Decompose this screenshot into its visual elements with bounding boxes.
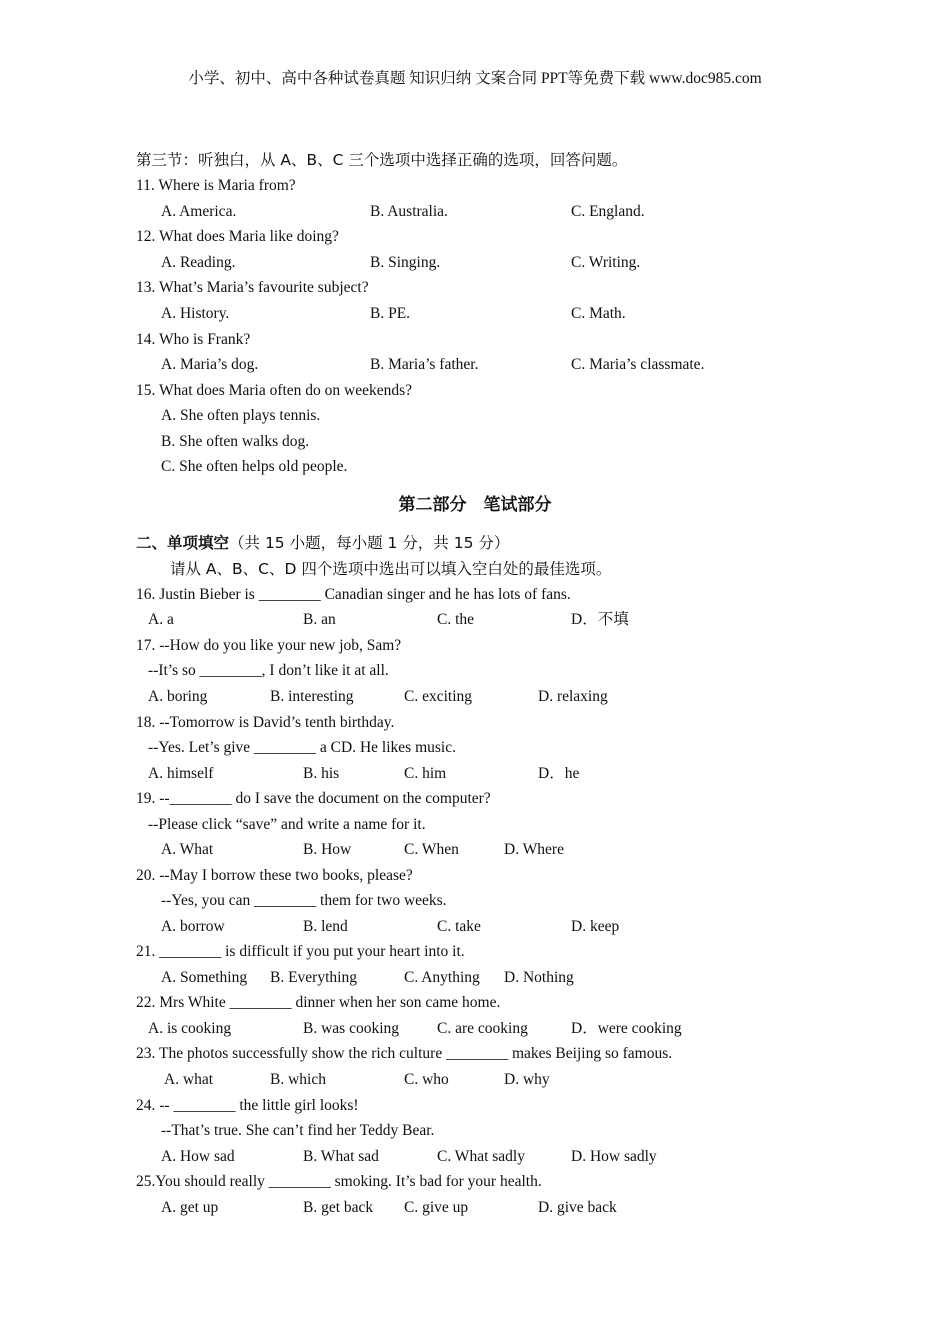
question-12: 12. What does Maria like doing? <box>136 228 339 245</box>
option-22b: B. was cooking <box>303 1020 400 1037</box>
option-20b: B. lend <box>303 918 348 935</box>
option-18b: B. his <box>303 765 340 782</box>
question-25: 25.You should really ________ smoking. It’s bad for your health. <box>136 1173 542 1190</box>
option-17c: C. exciting <box>404 688 473 705</box>
question-24: 24. -- ________ the little girl looks! <box>136 1097 359 1114</box>
option-11c: C. England. <box>571 203 645 220</box>
question-23: 23. The photos successfully show the rich culture ________ makes Beijing so famous. <box>136 1045 673 1062</box>
option-11b: B. Australia. <box>370 203 448 220</box>
option-25a: A. get up <box>161 1199 219 1216</box>
section2-title: 二、单项填空 <box>136 534 230 552</box>
option-19b: B. How <box>303 841 352 858</box>
option-25b: B. get back <box>303 1199 374 1216</box>
section2-note: （共 15 小题，每小题 1 分，共 15 分） <box>229 534 510 552</box>
option-17d: D. relaxing <box>538 688 608 705</box>
option-19c: C. When <box>404 841 459 858</box>
question-17-reply: --It’s so ________, I don’t like it at all. <box>148 662 389 679</box>
question-18-reply: --Yes. Let’s give ________ a CD. He likes music. <box>148 739 456 756</box>
option-20c: C. take <box>437 918 481 935</box>
option-14a: A. Maria’s dog. <box>161 356 259 373</box>
question-16: 16. Justin Bieber is ________ Canadian singer and he has lots of fans. <box>136 586 571 603</box>
option-21a: A. Something <box>161 969 248 986</box>
option-18d: D．he <box>538 765 580 782</box>
option-11a: A. America. <box>161 203 237 220</box>
option-16c: C. the <box>437 611 475 628</box>
option-13b: B. PE. <box>370 305 411 322</box>
question-14: 14. Who is Frank? <box>136 331 251 348</box>
option-12a: A. Reading. <box>161 254 236 271</box>
option-13a: A. History. <box>161 305 230 322</box>
option-23a: A. what <box>164 1071 214 1088</box>
question-19: 19. --________ do I save the document on the computer? <box>136 790 491 807</box>
option-24d: D. How sadly <box>571 1148 657 1165</box>
option-16b: B. an <box>303 611 336 628</box>
option-18c: C. him <box>404 765 447 782</box>
option-21d: D. Nothing <box>504 969 574 986</box>
option-15a: A. She often plays tennis. <box>161 407 321 424</box>
question-17: 17. --How do you like your new job, Sam? <box>136 637 402 654</box>
part2-title: 第二部分 笔试部分 <box>398 495 552 515</box>
option-12b: B. Singing. <box>370 254 441 271</box>
question-21: 21. ________ is difficult if you put your heart into it. <box>136 943 465 960</box>
option-15b: B. She often walks dog. <box>161 433 310 450</box>
option-15c: C. She often helps old people. <box>161 458 348 475</box>
option-13c: C. Math. <box>571 305 626 322</box>
section2-instruction: 请从 A、B、C、D 四个选项中选出可以填入空白处的最佳选项。 <box>170 560 612 578</box>
option-19a: A. What <box>161 841 214 858</box>
question-18: 18. --Tomorrow is David’s tenth birthday. <box>136 714 395 731</box>
option-25c: C. give up <box>404 1199 469 1216</box>
option-20a: A. borrow <box>161 918 225 935</box>
option-21b: B. Everything <box>270 969 357 986</box>
option-20d: D. keep <box>571 918 620 935</box>
option-21c: C. Anything <box>404 969 480 986</box>
section3-title: 第三节：听独白，从 A、B、C 三个选项中选择正确的选项，回答问题。 <box>136 151 628 169</box>
page-header: 小学、初中、高中各种试卷真题 知识归纳 文案合同 PPT等免费下载 www.doc985.com <box>188 70 762 87</box>
question-13: 13. What’s Maria’s favourite subject? <box>136 279 369 296</box>
question-11: 11. Where is Maria from? <box>136 177 296 194</box>
option-24b: B. What sad <box>303 1148 379 1165</box>
option-24c: C. What sadly <box>437 1148 525 1165</box>
question-20: 20. --May I borrow these two books, please? <box>136 867 413 884</box>
option-18a: A. himself <box>148 765 214 782</box>
option-14c: C. Maria’s classmate. <box>571 356 705 373</box>
question-15: 15. What does Maria often do on weekends? <box>136 382 413 399</box>
question-24-reply: --That’s true. She can’t find her Teddy Bear. <box>161 1122 435 1139</box>
option-17a: A. boring <box>148 688 208 705</box>
option-22a: A. is cooking <box>148 1020 232 1037</box>
option-24a: A. How sad <box>161 1148 235 1165</box>
question-20-reply: --Yes, you can ________ them for two weeks. <box>161 892 447 909</box>
question-19-reply: --Please click “save” and write a name for it. <box>148 816 426 833</box>
option-23d: D. why <box>504 1071 550 1088</box>
option-17b: B. interesting <box>270 688 354 705</box>
question-22: 22. Mrs White ________ dinner when her son came home. <box>136 994 501 1011</box>
option-25d: D. give back <box>538 1199 617 1216</box>
option-23b: B. which <box>270 1071 326 1088</box>
option-22d: D．were cooking <box>571 1020 682 1037</box>
option-14b: B. Maria’s father. <box>370 356 479 373</box>
option-12c: C. Writing. <box>571 254 641 271</box>
section2-heading <box>136 533 509 554</box>
option-22c: C. are cooking <box>437 1020 528 1037</box>
option-16a: A. a <box>148 611 174 628</box>
option-19d: D. Where <box>504 841 564 858</box>
option-16d: D．不填 <box>571 611 629 628</box>
option-23c: C. who <box>404 1071 449 1088</box>
